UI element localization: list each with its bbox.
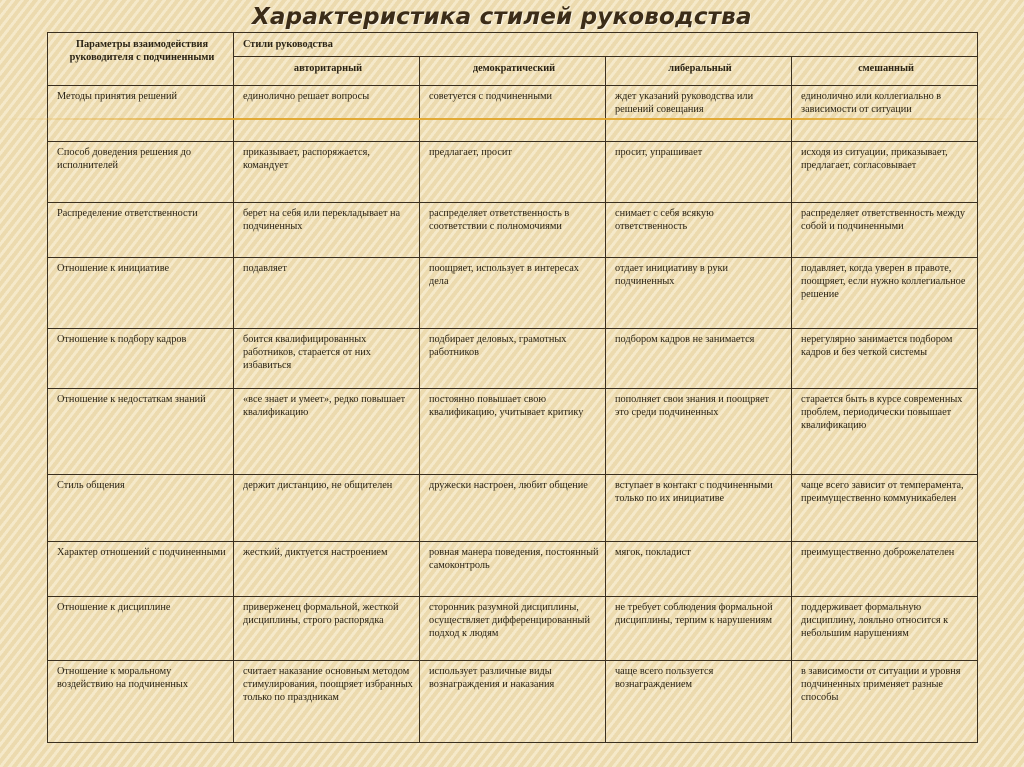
cell-liberal: ждет указаний руководства или решений совещания: [606, 86, 792, 142]
table-row: [48, 542, 978, 597]
cell-authoritarian: считает наказание основным методом стимулирования, поощряет избранных только по праздникам: [234, 661, 420, 743]
cell-authoritarian: боится квалифицированных работников, старается от них избавиться: [234, 329, 420, 389]
cell-authoritarian: приверженец формальной, жесткой дисциплины, строго распорядка: [234, 597, 420, 661]
cell-democratic: ровная манера поведения, постоянный самоконтроль: [420, 542, 606, 597]
cell-democratic: советуется с подчиненными: [420, 86, 606, 142]
page-title: Характеристика стилей руководства: [252, 4, 752, 30]
leadership-styles-table: [47, 32, 978, 743]
cell-democratic: подбирает деловых, грамотных работников: [420, 329, 606, 389]
header-style-authoritarian: авторитарный: [234, 57, 420, 86]
table-header: [48, 33, 978, 86]
header-parameters: Параметры взаимодействия руководителя с подчиненными: [48, 33, 234, 86]
cell-authoritarian: «все знает и умеет», редко повышает квалификацию: [234, 389, 420, 475]
cell-authoritarian: жесткий, диктуется настроением: [234, 542, 420, 597]
cell-mixed: поддерживает формальную дисциплину, лояльно относится к небольшим нарушениям: [792, 597, 978, 661]
row-parameter: Отношение к недостаткам знаний: [48, 389, 234, 475]
cell-mixed: преимущественно доброжелателен: [792, 542, 978, 597]
table-body: [48, 86, 978, 743]
cell-democratic: постоянно повышает свою квалификацию, учитывает критику: [420, 389, 606, 475]
table-row: [48, 597, 978, 661]
header-styles-label: Стили руководства: [234, 33, 978, 57]
cell-democratic: предлагает, просит: [420, 142, 606, 203]
cell-mixed: подавляет, когда уверен в правоте, поощряет, если нужно коллегиальное решение: [792, 258, 978, 329]
header-style-mixed: смешанный: [792, 57, 978, 86]
cell-authoritarian: единолично решает вопросы: [234, 86, 420, 142]
cell-authoritarian: подавляет: [234, 258, 420, 329]
table-row: [48, 329, 978, 389]
cell-liberal: пополняет свои знания и поощряет это среди подчиненных: [606, 389, 792, 475]
cell-mixed: нерегулярно занимается подбором кадров и без четкой системы: [792, 329, 978, 389]
cell-mixed: чаще всего зависит от темперамента, преимущественно коммуникабелен: [792, 475, 978, 542]
table-row: [48, 142, 978, 203]
cell-liberal: подбором кадров не занимается: [606, 329, 792, 389]
cell-authoritarian: берет на себя или перекладывает на подчиненных: [234, 203, 420, 258]
cell-democratic: поощряет, использует в интересах дела: [420, 258, 606, 329]
row-parameter: Способ доведения решения до исполнителей: [48, 142, 234, 203]
row-parameter: Распределение ответственности: [48, 203, 234, 258]
row-parameter: Отношение к дисциплине: [48, 597, 234, 661]
cell-mixed: в зависимости от ситуации и уровня подчиненных применяет разные способы: [792, 661, 978, 743]
table-row: [48, 661, 978, 743]
cell-mixed: распределяет ответственность между собой и подчиненными: [792, 203, 978, 258]
cell-liberal: не требует соблюдения формальной дисциплины, терпим к нарушениям: [606, 597, 792, 661]
cell-liberal: чаще всего пользуется вознаграждением: [606, 661, 792, 743]
table-row: [48, 389, 978, 475]
cell-liberal: отдает инициативу в руки подчиненных: [606, 258, 792, 329]
cell-liberal: снимает с себя всякую ответственность: [606, 203, 792, 258]
cell-democratic: распределяет ответственность в соответствии с полномочиями: [420, 203, 606, 258]
header-style-liberal: либеральный: [606, 57, 792, 86]
row-parameter: Отношение к подбору кадров: [48, 329, 234, 389]
cell-authoritarian: держит дистанцию, не общителен: [234, 475, 420, 542]
cell-authoritarian: приказывает, распоряжается, командует: [234, 142, 420, 203]
cell-liberal: вступает в контакт с подчиненными только по их инициативе: [606, 475, 792, 542]
cell-mixed: исходя из ситуации, приказывает, предлагает, согласовывает: [792, 142, 978, 203]
cell-mixed: единолично или коллегиально в зависимости от ситуации: [792, 86, 978, 142]
table-row: [48, 203, 978, 258]
table-row: [48, 475, 978, 542]
table-row: [48, 258, 978, 329]
cell-democratic: использует различные виды вознаграждения и наказания: [420, 661, 606, 743]
row-parameter: Характер отношений с подчиненными: [48, 542, 234, 597]
cell-democratic: дружески настроен, любит общение: [420, 475, 606, 542]
row-parameter: Отношение к инициативе: [48, 258, 234, 329]
table-row: [48, 86, 978, 142]
header-style-democratic: демократический: [420, 57, 606, 86]
cell-democratic: сторонник разумной дисциплины, осуществляет дифференцированный подход к людям: [420, 597, 606, 661]
row-parameter: Стиль общения: [48, 475, 234, 542]
row-parameter: Отношение к моральному воздействию на подчиненных: [48, 661, 234, 743]
row-parameter: Методы принятия решений: [48, 86, 234, 142]
cell-liberal: мягок, покладист: [606, 542, 792, 597]
cell-mixed: старается быть в курсе современных проблем, периодически повышает квалификацию: [792, 389, 978, 475]
cell-liberal: просит, упрашивает: [606, 142, 792, 203]
